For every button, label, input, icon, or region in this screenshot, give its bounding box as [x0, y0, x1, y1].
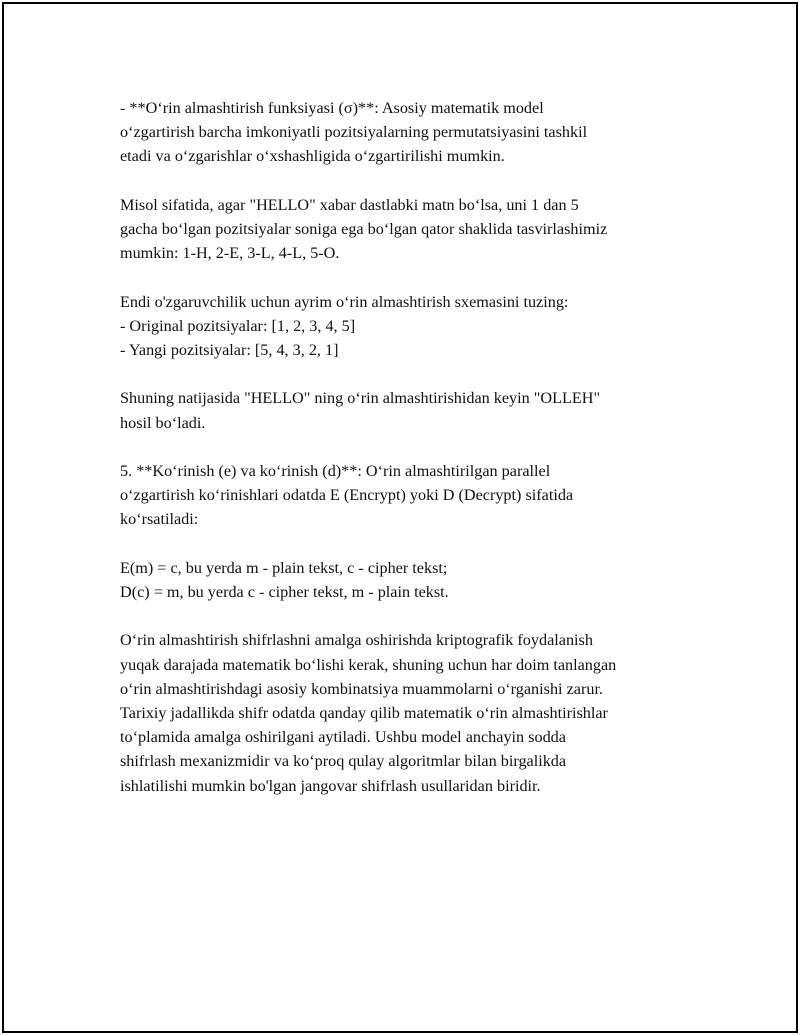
paragraph-formulas — [120, 556, 720, 604]
paragraph-encrypt-decrypt — [120, 459, 720, 532]
text-line: o‘zgartirish ko‘rinishlari odatda E (Encrypt) yoki D (Decrypt) sifatida — [120, 486, 574, 505]
formula-decrypt: D(c) = m, bu yerda c - cipher tekst, m - plain tekst. — [120, 582, 449, 601]
text-line: yuqak darajada matematik bo‘lishi kerak, shuning uchun har doim tanlangan — [120, 655, 617, 674]
text-line: ko‘rsatiladi: — [120, 510, 199, 529]
text-line: 5. **Ko‘rinish (e) va ko‘rinish (d)**: O‘rin almashtirilgan parallel — [120, 461, 551, 480]
list-item-original-positions: - Original pozitsiyalar: [1, 2, 3, 4, 5] — [120, 316, 356, 335]
formula-encrypt: E(m) = c, bu yerda m - plain tekst, c - cipher tekst; — [120, 558, 448, 577]
text-line: Endi o'zgaruvchilik uchun ayrim o‘rin almashtirish sxemasini tuzing: — [120, 292, 569, 311]
text-line: Tarixiy jadallikda shifr odatda qanday qilib matematik o‘rin almashtirishlar — [120, 703, 608, 722]
text-line: etadi va o‘zgarishlar o‘xshashligida o‘zgartirilishi mumkin. — [120, 147, 505, 166]
document-body — [120, 96, 720, 822]
text-line: shifrlash mexanizmidir va ko‘proq qulay algoritmlar bilan birgalikda — [120, 752, 567, 771]
text-line: Shuning natijasida "HELLO" ning o‘rin almashtirishidan keyin "OLLEH" — [120, 389, 601, 408]
text-line: Misol sifatida, agar "HELLO" xabar dastlabki matn bo‘lsa, uni 1 dan 5 — [120, 195, 579, 214]
text-line: o‘rin almashtirishdagi asosiy kombinatsiya muammolarni o‘rganishi zarur. — [120, 679, 603, 698]
paragraph-hello-example — [120, 193, 720, 266]
text-line: ishlatilishi mumkin bo'lgan jangovar shifrlash usullaridan biridir. — [120, 776, 541, 795]
text-line: O‘rin almashtirish shifrlashni amalga oshirishda kriptografik foydalanish — [120, 631, 593, 650]
text-line: gacha bo‘lgan pozitsiyalar soniga ega bo‘lgan qator shaklida tasvirlashimiz — [120, 220, 608, 238]
paragraph-permutation-function — [120, 96, 720, 169]
text-line: o‘zgartirish barcha imkoniyatli pozitsiyalarning permutatsiyasini tashkil — [120, 123, 588, 142]
document-page — [2, 2, 798, 1033]
paragraph-conclusion — [120, 628, 720, 797]
text-line: - **O‘rin almashtirish funksiyasi (σ)**: Asosiy matematik model — [120, 99, 544, 117]
paragraph-permutation-scheme — [120, 290, 720, 363]
text-line: mumkin: 1-H, 2-E, 3-L, 4-L, 5-O. — [120, 244, 340, 263]
paragraph-result — [120, 386, 720, 434]
text-line: hosil bo‘ladi. — [120, 413, 206, 432]
list-item-new-positions: - Yangi pozitsiyalar: [5, 4, 3, 2, 1] — [120, 341, 339, 359]
text-line: to‘plamida amalga oshirilgani aytiladi. Ushbu model anchayin sodda — [120, 728, 566, 747]
